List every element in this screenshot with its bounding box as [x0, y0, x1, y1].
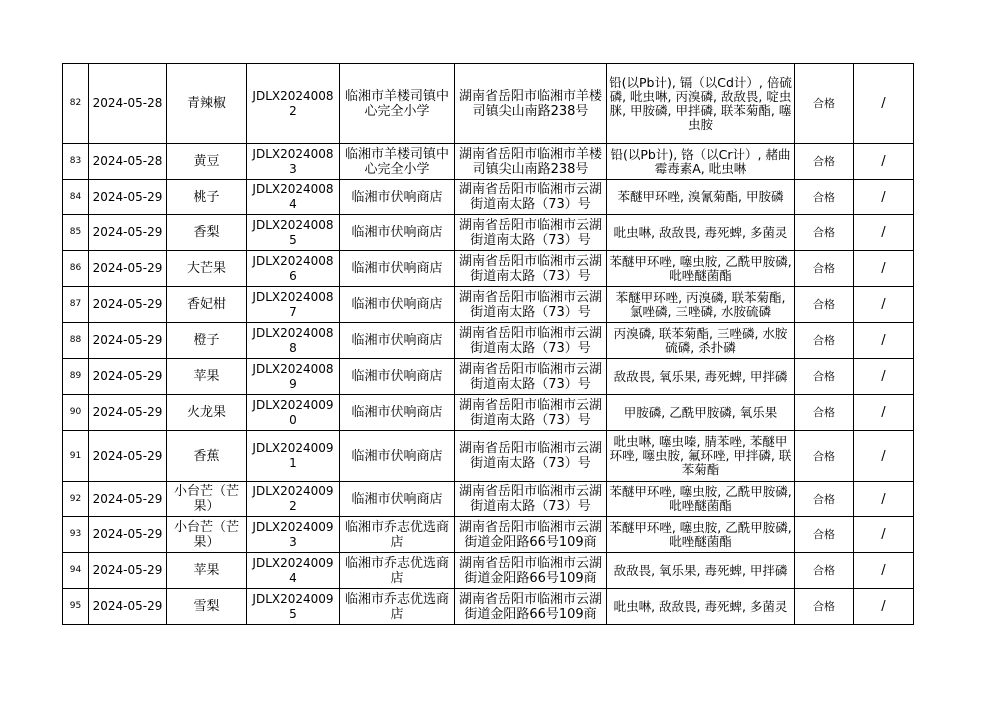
- sampled-unit-cell: 临湘市伏响商店: [340, 215, 455, 251]
- sample-date-cell: 2024-05-29: [89, 287, 167, 323]
- test-result-cell: 合格: [795, 215, 854, 251]
- test-result-cell: 合格: [795, 431, 854, 482]
- sampled-address-cell: 湖南省岳阳市临湘市羊楼司镇尖山南路238号: [455, 64, 607, 144]
- test-result-cell: 合格: [795, 64, 854, 144]
- sample-date-cell: 2024-05-29: [89, 431, 167, 482]
- sampled-unit-cell: 临湘市羊楼司镇中心完全小学: [340, 64, 455, 144]
- sample-name-cell: 香妃柑: [167, 287, 247, 323]
- row-number-cell: 88: [63, 323, 89, 359]
- table-row: [63, 323, 914, 359]
- sample-name-cell: 青辣椒: [167, 64, 247, 144]
- inspection-results-table: [62, 63, 914, 625]
- row-number-cell: 83: [63, 144, 89, 180]
- test-result-cell: 合格: [795, 395, 854, 431]
- sampled-address-cell: 湖南省岳阳市临湘市羊楼司镇尖山南路238号: [455, 144, 607, 180]
- sample-name-cell: 香蕉: [167, 431, 247, 482]
- sample-date-cell: 2024-05-28: [89, 144, 167, 180]
- remark-cell: /: [854, 287, 914, 323]
- sample-name-cell: 小台芒（芒果）: [167, 482, 247, 517]
- test-items-cell: 苯醚甲环唑, 噻虫胺, 乙酰甲胺磷, 吡唑醚菌酯: [607, 482, 795, 517]
- sample-code-cell: JDLX20240090: [247, 395, 340, 431]
- sample-code-cell: JDLX20240085: [247, 215, 340, 251]
- sampled-address-cell: 湖南省岳阳市临湘市云湖街道南太路（73）号: [455, 251, 607, 287]
- row-number-cell: 94: [63, 553, 89, 589]
- remark-cell: /: [854, 517, 914, 553]
- table-row: [63, 517, 914, 553]
- sampled-unit-cell: 临湘市乔志优选商店: [340, 553, 455, 589]
- sample-date-cell: 2024-05-29: [89, 180, 167, 215]
- sample-date-cell: 2024-05-29: [89, 553, 167, 589]
- sample-code-cell: JDLX20240082: [247, 64, 340, 144]
- row-number-cell: 91: [63, 431, 89, 482]
- test-result-cell: 合格: [795, 517, 854, 553]
- sample-date-cell: 2024-05-29: [89, 251, 167, 287]
- table-row: [63, 144, 914, 180]
- sampled-unit-cell: 临湘市伏响商店: [340, 180, 455, 215]
- remark-cell: /: [854, 431, 914, 482]
- sample-name-cell: 大芒果: [167, 251, 247, 287]
- sample-name-cell: 苹果: [167, 553, 247, 589]
- sampled-address-cell: 湖南省岳阳市临湘市云湖街道南太路（73）号: [455, 215, 607, 251]
- sample-code-cell: JDLX20240086: [247, 251, 340, 287]
- sampled-unit-cell: 临湘市伏响商店: [340, 323, 455, 359]
- table-row: [63, 431, 914, 482]
- sample-name-cell: 小台芒（芒果）: [167, 517, 247, 553]
- sampled-address-cell: 湖南省岳阳市临湘市云湖街道金阳路66号109商: [455, 553, 607, 589]
- row-number-cell: 85: [63, 215, 89, 251]
- sample-date-cell: 2024-05-29: [89, 482, 167, 517]
- sample-code-cell: JDLX20240087: [247, 287, 340, 323]
- sample-code-cell: JDLX20240092: [247, 482, 340, 517]
- test-result-cell: 合格: [795, 553, 854, 589]
- table-row: [63, 180, 914, 215]
- sampled-unit-cell: 临湘市伏响商店: [340, 395, 455, 431]
- test-items-cell: 铅(以Pb计), 镉（以Cd计）, 倍硫磷, 吡虫啉, 丙溴磷, 敌敌畏, 啶虫脒, 甲胺磷, 甲拌磷, 联苯菊酯, 噻虫胺: [607, 64, 795, 144]
- sampled-unit-cell: 临湘市羊楼司镇中心完全小学: [340, 144, 455, 180]
- sample-code-cell: JDLX20240088: [247, 323, 340, 359]
- sample-code-cell: JDLX20240089: [247, 359, 340, 395]
- sampled-unit-cell: 临湘市伏响商店: [340, 359, 455, 395]
- sampled-unit-cell: 临湘市乔志优选商店: [340, 517, 455, 553]
- remark-cell: /: [854, 215, 914, 251]
- sample-date-cell: 2024-05-28: [89, 64, 167, 144]
- sample-date-cell: 2024-05-29: [89, 359, 167, 395]
- remark-cell: /: [854, 589, 914, 625]
- row-number-cell: 87: [63, 287, 89, 323]
- sampled-unit-cell: 临湘市伏响商店: [340, 287, 455, 323]
- sampled-address-cell: 湖南省岳阳市临湘市云湖街道南太路（73）号: [455, 180, 607, 215]
- sample-name-cell: 黄豆: [167, 144, 247, 180]
- remark-cell: /: [854, 359, 914, 395]
- sampled-unit-cell: 临湘市伏响商店: [340, 482, 455, 517]
- table-row: [63, 215, 914, 251]
- table-row: [63, 64, 914, 144]
- sample-name-cell: 雪梨: [167, 589, 247, 625]
- test-items-cell: 铅(以Pb计), 铬（以Cr计）, 赭曲霉毒素A, 吡虫啉: [607, 144, 795, 180]
- sample-date-cell: 2024-05-29: [89, 395, 167, 431]
- sampled-address-cell: 湖南省岳阳市临湘市云湖街道南太路（73）号: [455, 431, 607, 482]
- table-row: [63, 251, 914, 287]
- sample-code-cell: JDLX20240091: [247, 431, 340, 482]
- remark-cell: /: [854, 482, 914, 517]
- sampled-address-cell: 湖南省岳阳市临湘市云湖街道南太路（73）号: [455, 359, 607, 395]
- sampled-address-cell: 湖南省岳阳市临湘市云湖街道金阳路66号109商: [455, 589, 607, 625]
- sampled-address-cell: 湖南省岳阳市临湘市云湖街道南太路（73）号: [455, 287, 607, 323]
- test-items-cell: 苯醚甲环唑, 溴氰菊酯, 甲胺磷: [607, 180, 795, 215]
- remark-cell: /: [854, 144, 914, 180]
- remark-cell: /: [854, 180, 914, 215]
- row-number-cell: 92: [63, 482, 89, 517]
- test-result-cell: 合格: [795, 323, 854, 359]
- sample-name-cell: 火龙果: [167, 395, 247, 431]
- sample-name-cell: 香梨: [167, 215, 247, 251]
- sample-date-cell: 2024-05-29: [89, 323, 167, 359]
- sampled-address-cell: 湖南省岳阳市临湘市云湖街道南太路（73）号: [455, 323, 607, 359]
- sampled-unit-cell: 临湘市乔志优选商店: [340, 589, 455, 625]
- sample-name-cell: 桃子: [167, 180, 247, 215]
- sample-code-cell: JDLX20240083: [247, 144, 340, 180]
- table-row: [63, 359, 914, 395]
- remark-cell: /: [854, 553, 914, 589]
- remark-cell: /: [854, 395, 914, 431]
- sample-code-cell: JDLX20240095: [247, 589, 340, 625]
- test-items-cell: 苯醚甲环唑, 丙溴磷, 联苯菊酯, 氯唑磷, 三唑磷, 水胺硫磷: [607, 287, 795, 323]
- sample-date-cell: 2024-05-29: [89, 589, 167, 625]
- table-row: [63, 589, 914, 625]
- row-number-cell: 93: [63, 517, 89, 553]
- test-result-cell: 合格: [795, 287, 854, 323]
- sample-code-cell: JDLX20240094: [247, 553, 340, 589]
- sampled-unit-cell: 临湘市伏响商店: [340, 431, 455, 482]
- test-result-cell: 合格: [795, 144, 854, 180]
- test-items-cell: 敌敌畏, 氧乐果, 毒死蜱, 甲拌磷: [607, 553, 795, 589]
- sampled-address-cell: 湖南省岳阳市临湘市云湖街道金阳路66号109商: [455, 517, 607, 553]
- remark-cell: /: [854, 323, 914, 359]
- row-number-cell: 82: [63, 64, 89, 144]
- sample-name-cell: 橙子: [167, 323, 247, 359]
- test-result-cell: 合格: [795, 359, 854, 395]
- test-result-cell: 合格: [795, 589, 854, 625]
- table-row: [63, 482, 914, 517]
- remark-cell: /: [854, 64, 914, 144]
- sampled-address-cell: 湖南省岳阳市临湘市云湖街道南太路（73）号: [455, 482, 607, 517]
- test-items-cell: 苯醚甲环唑, 噻虫胺, 乙酰甲胺磷, 吡唑醚菌酯: [607, 517, 795, 553]
- test-items-cell: 甲胺磷, 乙酰甲胺磷, 氧乐果: [607, 395, 795, 431]
- table-row: [63, 553, 914, 589]
- test-result-cell: 合格: [795, 180, 854, 215]
- test-items-cell: 丙溴磷, 联苯菊酯, 三唑磷, 水胺硫磷, 杀扑磷: [607, 323, 795, 359]
- test-result-cell: 合格: [795, 251, 854, 287]
- test-items-cell: 吡虫啉, 敌敌畏, 毒死蜱, 多菌灵: [607, 215, 795, 251]
- test-result-cell: 合格: [795, 482, 854, 517]
- row-number-cell: 90: [63, 395, 89, 431]
- test-items-cell: 敌敌畏, 氧乐果, 毒死蜱, 甲拌磷: [607, 359, 795, 395]
- table-row: [63, 395, 914, 431]
- test-items-cell: 吡虫啉, 敌敌畏, 毒死蜱, 多菌灵: [607, 589, 795, 625]
- table-row: [63, 287, 914, 323]
- row-number-cell: 89: [63, 359, 89, 395]
- row-number-cell: 95: [63, 589, 89, 625]
- test-items-cell: 吡虫啉, 噻虫嗪, 腈苯唑, 苯醚甲环唑, 噻虫胺, 氟环唑, 甲拌磷, 联苯菊酯: [607, 431, 795, 482]
- sampled-unit-cell: 临湘市伏响商店: [340, 251, 455, 287]
- sample-date-cell: 2024-05-29: [89, 517, 167, 553]
- sample-code-cell: JDLX20240084: [247, 180, 340, 215]
- row-number-cell: 84: [63, 180, 89, 215]
- sampled-address-cell: 湖南省岳阳市临湘市云湖街道南太路（73）号: [455, 395, 607, 431]
- test-items-cell: 苯醚甲环唑, 噻虫胺, 乙酰甲胺磷, 吡唑醚菌酯: [607, 251, 795, 287]
- sample-code-cell: JDLX20240093: [247, 517, 340, 553]
- sample-name-cell: 苹果: [167, 359, 247, 395]
- remark-cell: /: [854, 251, 914, 287]
- sample-date-cell: 2024-05-29: [89, 215, 167, 251]
- row-number-cell: 86: [63, 251, 89, 287]
